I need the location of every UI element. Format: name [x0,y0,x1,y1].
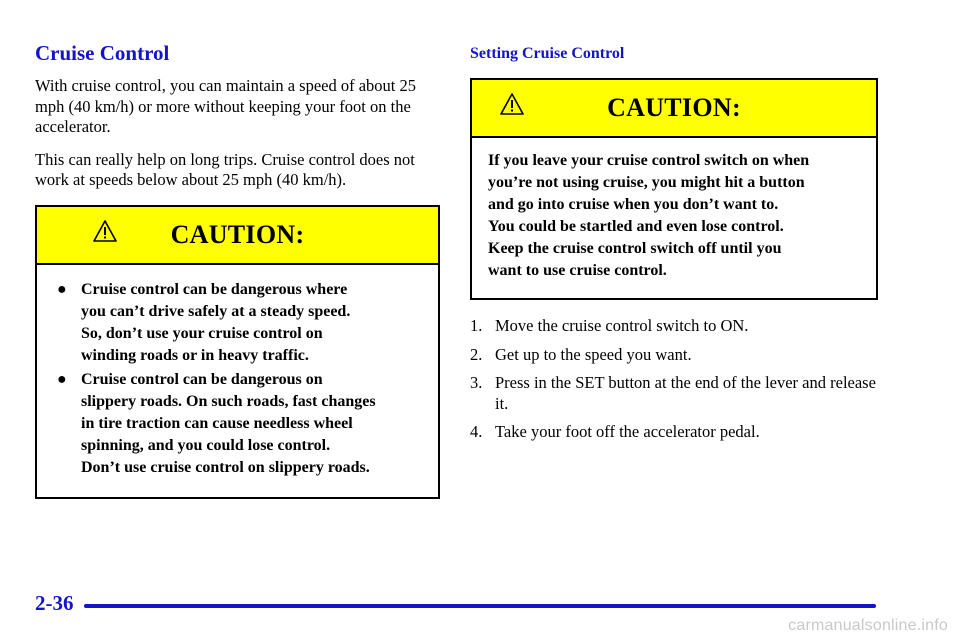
step-text: Press in the SET button at the end of the lever and release it. [495,373,876,413]
caution-title: CAUTION: [607,93,741,122]
caution-bullet [53,369,422,479]
page-number: 2-36 [35,591,74,615]
list-item [470,316,878,337]
step-number: 1. [470,316,483,335]
bullet-dot-icon: ● [57,370,67,388]
caution-header [37,207,438,265]
step-number: 3. [470,373,483,392]
caution-box-left [35,205,440,499]
caution-title: CAUTION: [170,219,305,249]
caution-text: If you leave your cruise control switch on when you’re not using cruise, you might hit a button and go into cruise when you don’t want to. You could be startled and even lose control. Keep the cruise control switch off until you want to use cruise control. [488,152,810,279]
subsection-title: Setting Cruise Control [470,45,625,62]
warning-triangle-icon [93,220,117,242]
step-text: Move the cruise control switch to ON. [495,316,749,335]
long-trips-paragraph: This can really help on long trips. Cruise control does not work at speeds below about 25 mph (40 km/h). [35,149,415,189]
caution-body [37,265,438,497]
footer-rule [84,604,876,608]
list-item [470,422,878,443]
caution-bullet [53,279,422,367]
caution-bullet-text: Cruise control can be dangerous on slippery roads. On such roads, fast changes in tire traction can cause needless wheel spinning, and you could lose control. Don’t use cruise control on slippery roads. [81,370,376,476]
list-item [470,373,878,414]
caution-bullet-text: Cruise control can be dangerous where you can’t drive safely at a steady speed. So, don’t use your cruise control on winding roads or in heavy traffic. [81,280,351,364]
right-column [470,40,878,451]
steps-list [470,316,878,443]
warning-triangle-icon [500,93,524,115]
intro-paragraph: With cruise control, you can maintain a speed of about 25 mph (40 km/h) or more without keeping your foot on the accelerator. [35,76,417,136]
caution-body [472,138,876,298]
list-item [470,345,878,366]
left-column [35,40,440,499]
step-number: 2. [470,344,483,364]
step-text: Take your foot off the accelerator pedal. [495,422,760,441]
step-text: Get up to the speed you want. [495,344,692,364]
section-title: Cruise Control [35,41,170,65]
watermark: carmanualsonline.info [788,617,948,634]
caution-header [472,80,876,138]
step-number: 4. [470,422,483,441]
caution-box-right [470,78,878,300]
bullet-dot-icon: ● [57,280,67,298]
